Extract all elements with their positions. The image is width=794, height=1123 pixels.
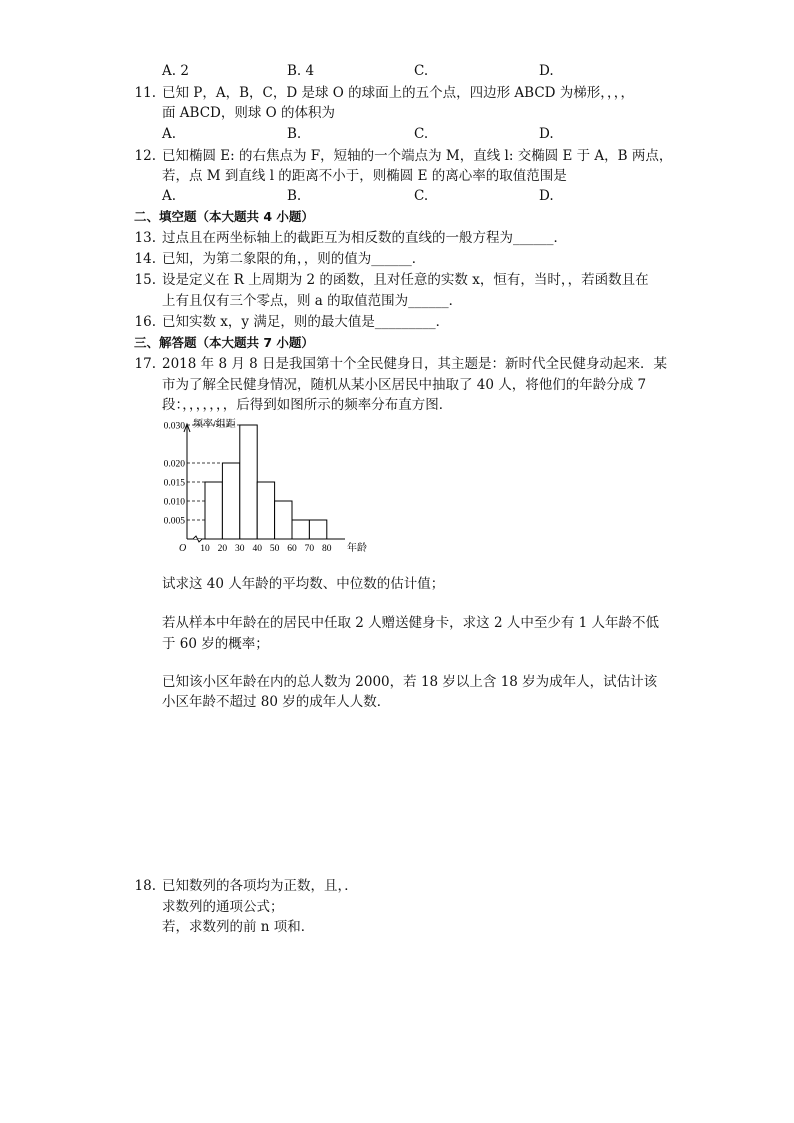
histogram-bar xyxy=(205,482,222,539)
q13-text: 过点且在两坐标轴上的截距互为相反数的直线的一般方程为______． xyxy=(162,230,567,246)
q17-text-line1: 2018 年 8 月 8 日是我国第十个全民健身日，其主题是：新时代全民健身动起来．某 xyxy=(162,356,667,372)
q12-text-line1: 已知椭圆 E: 的右焦点为 F，短轴的一个端点为 M，直线 l: 交椭圆 E 于 A，B 两点， xyxy=(162,148,673,164)
x-tick-label: 40 xyxy=(252,544,262,554)
q12-option-a: A. xyxy=(162,188,177,204)
q17-part3-line1: 已知该小区年龄在内的总人数为 2000，若 18 岁以上含 18 岁为成年人，试估计该 xyxy=(162,674,658,690)
q12-number: 12. xyxy=(134,148,156,164)
q10-option-d: D. xyxy=(539,63,554,79)
axis-break-mark xyxy=(193,536,202,542)
y-tick-label: 0.005 xyxy=(163,516,185,527)
q16-number: 16. xyxy=(134,314,156,330)
frequency-histogram xyxy=(155,418,385,558)
q10-option-b: B. 4 xyxy=(287,63,315,79)
q12-text-line2: 若，点 M 到直线 l 的距离不小于，则椭圆 E 的离心率的取值范围是 xyxy=(162,168,567,184)
q11-number: 11. xyxy=(134,85,156,101)
q11-text-line2: 面 ABCD，则球 O 的体积为 xyxy=(162,105,336,121)
y-tick-label: 0.030 xyxy=(163,421,185,432)
q17-text-line3: 段：，，，，，，，后得到如图所示的频率分布直方图． xyxy=(162,397,453,413)
q17-part1: 试求这 40 人年龄的平均数、中位数的估计值； xyxy=(162,576,445,592)
q10-option-a: A. 2 xyxy=(162,63,189,79)
q14-number: 14. xyxy=(134,251,156,267)
q17-part2-line2: 于 60 岁的概率； xyxy=(162,636,269,652)
histogram-bar xyxy=(309,520,326,539)
x-tick-label: 70 xyxy=(304,544,315,554)
q11-option-d: D. xyxy=(539,126,554,142)
x-tick-label: 10 xyxy=(200,544,210,554)
q17-part2-line1: 若从样本中年龄在的居民中任取 2 人赠送健身卡，求这 2 人中至少有 1 人年龄不低 xyxy=(162,615,660,631)
origin-label: O xyxy=(179,543,187,554)
section-fill-in-heading: 二、填空题（本大题共 4 小题） xyxy=(134,209,314,224)
x-tick-label: 50 xyxy=(269,544,280,554)
q18-text-line3: 若，求数列的前 n 项和． xyxy=(162,919,315,935)
q17-part3-line2: 小区年龄不超过 80 岁的成年人人数． xyxy=(162,694,391,710)
q12-option-c: C. xyxy=(414,188,429,204)
q17-text-line2: 市为了解全民健身情况，随机从某小区居民中抽取了 40 人，将他们的年龄分成 7 xyxy=(162,377,647,393)
x-axis-label: 年龄 xyxy=(347,543,367,554)
x-tick-label: 80 xyxy=(322,544,332,554)
q11-option-b: B. xyxy=(287,126,302,142)
q18-text-line2: 求数列的通项公式； xyxy=(162,899,284,915)
y-tick-label: 0.010 xyxy=(163,497,185,508)
q15-text-line1: 设是定义在 R 上周期为 2 的函数，且对任意的实数 x，恒有，当时，，若函数且在 xyxy=(162,272,649,288)
q12-option-b: B. xyxy=(287,188,302,204)
q15-number: 15. xyxy=(134,272,156,288)
q11-option-c: C. xyxy=(414,126,429,142)
q17-number: 17. xyxy=(134,356,156,372)
x-tick-label: 30 xyxy=(235,544,245,554)
q10-option-c: C. xyxy=(414,63,429,79)
y-tick-label: 0.020 xyxy=(163,459,185,470)
y-axis-label: 频率/组距 xyxy=(193,419,236,430)
q16-text: 已知实数 x，y 满足，则的最大值是_________． xyxy=(162,314,450,330)
y-tick-label: 0.015 xyxy=(163,478,185,489)
x-tick-label: 20 xyxy=(217,544,228,554)
histogram-bar xyxy=(275,501,292,539)
q11-text-line1: 已知 P，A，B，C，D 是球 O 的球面上的五个点，四边形 ABCD 为梯形，，，， xyxy=(162,85,635,101)
q11-option-a: A. xyxy=(162,126,177,142)
q15-text-line2: 上有且仅有三个零点，则 a 的取值范围为______． xyxy=(162,293,463,309)
x-tick-label: 60 xyxy=(287,544,297,554)
section-solution-heading: 三、解答题（本大题共 7 小题） xyxy=(134,335,314,350)
histogram-bar xyxy=(257,482,274,539)
q18-text-line1: 已知数列的各项均为正数，且，． xyxy=(162,878,358,894)
q18-number: 18. xyxy=(134,878,156,894)
histogram-bar xyxy=(292,520,309,539)
q14-text: 已知，为第二象限的角，，则的值为______． xyxy=(162,251,426,267)
histogram-bar xyxy=(222,463,239,539)
q13-number: 13. xyxy=(134,230,156,246)
histogram-bar xyxy=(240,425,257,539)
q12-option-d: D. xyxy=(539,188,554,204)
